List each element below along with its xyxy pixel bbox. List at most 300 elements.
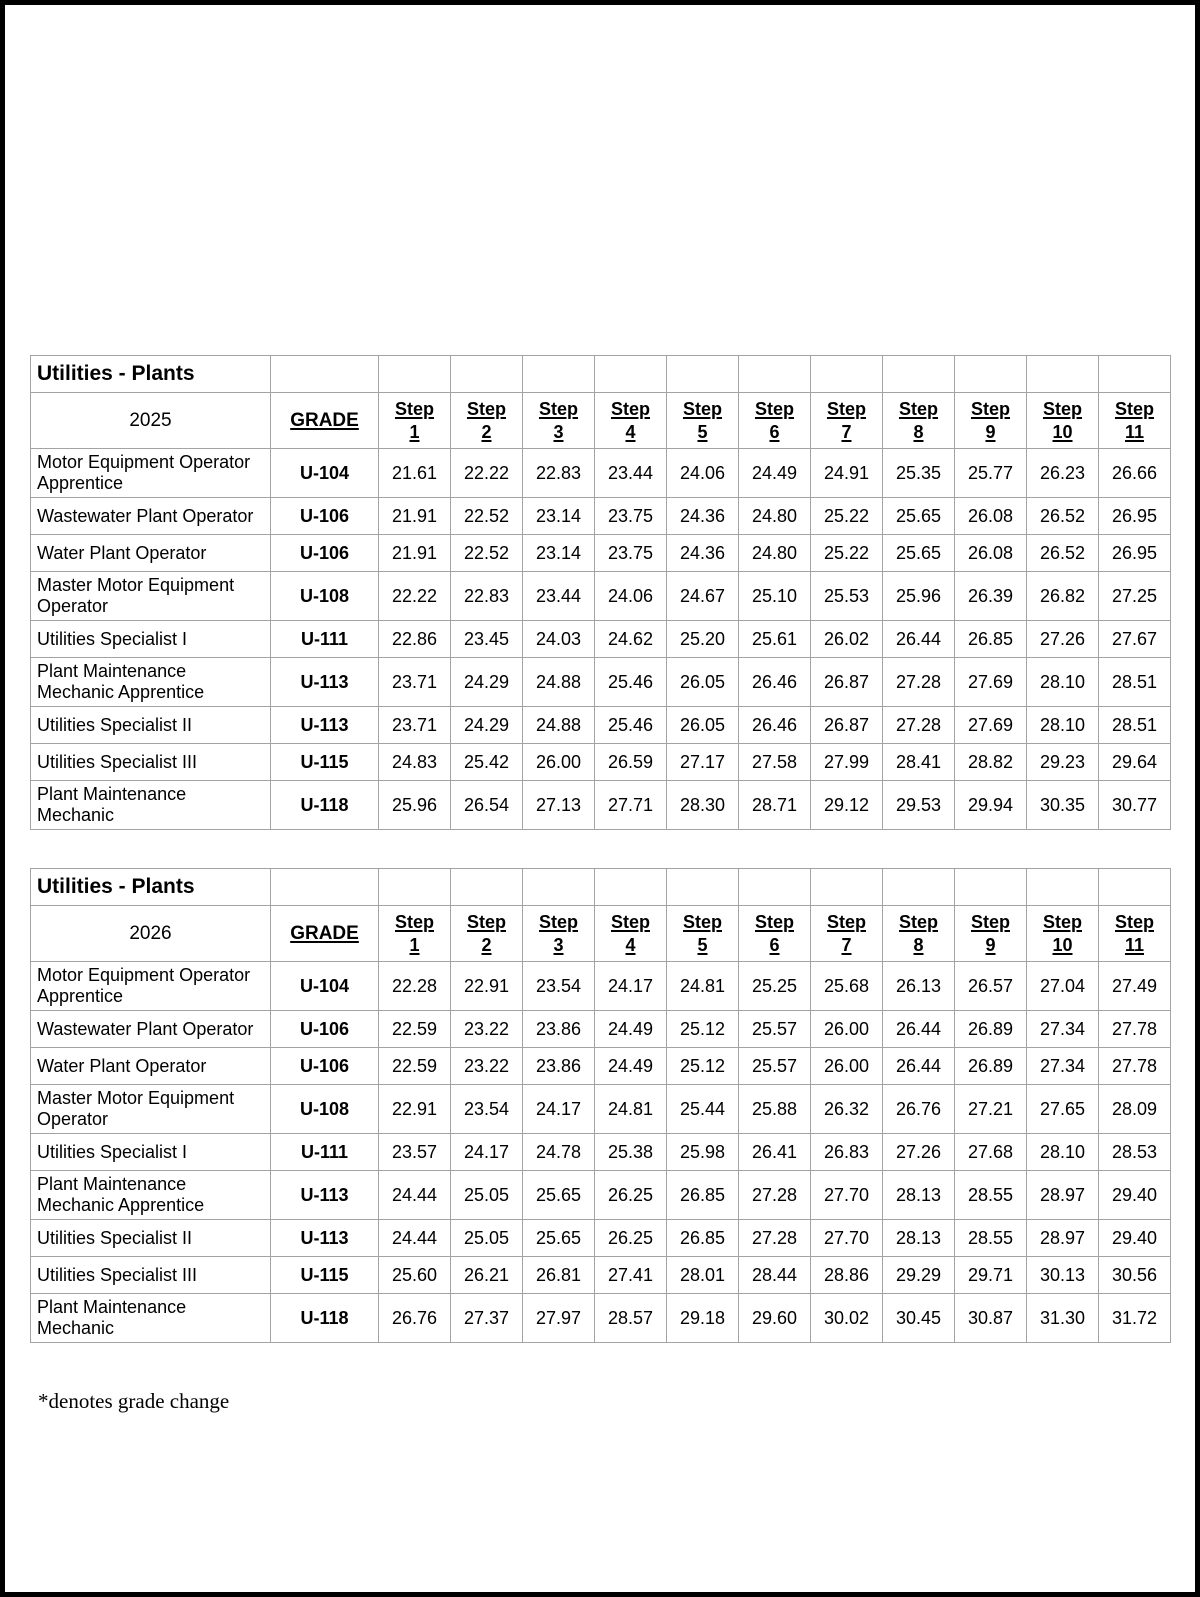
step-header-word: Step [394, 911, 434, 932]
step-value-cell: 27.99 [811, 744, 883, 781]
step-value-cell: 22.28 [379, 962, 451, 1011]
step-value-cell: 29.60 [739, 1294, 811, 1343]
step-value-cell: 25.77 [955, 449, 1027, 498]
empty-cell [739, 869, 811, 906]
pay-table-2025 [30, 355, 1171, 830]
table-header-row [31, 393, 1171, 449]
step-value-cell: 26.05 [667, 707, 739, 744]
pay-table-2026 [30, 868, 1171, 1343]
step-header-number: 5 [697, 934, 708, 955]
step-value-cell: 28.01 [667, 1257, 739, 1294]
step-value-cell: 24.91 [811, 449, 883, 498]
step-value-cell: 26.23 [1027, 449, 1099, 498]
step-header-word: Step [826, 398, 866, 419]
step-value-cell: 25.61 [739, 621, 811, 658]
empty-cell [667, 356, 739, 393]
step-value-cell: 24.80 [739, 498, 811, 535]
step-header-number: 10 [1052, 934, 1073, 955]
job-title-cell: Master Motor Equipment Operator [31, 572, 271, 621]
step-value-cell: 28.55 [955, 1220, 1027, 1257]
step-value-cell: 30.87 [955, 1294, 1027, 1343]
table-row [31, 1171, 1171, 1220]
step-value-cell: 24.80 [739, 535, 811, 572]
step-value-cell: 24.36 [667, 498, 739, 535]
step-value-cell: 28.57 [595, 1294, 667, 1343]
grade-cell: U-108 [271, 1085, 379, 1134]
grade-cell: U-111 [271, 621, 379, 658]
grade-cell: U-118 [271, 1294, 379, 1343]
step-value-cell: 26.13 [883, 962, 955, 1011]
step-value-cell: 23.86 [523, 1011, 595, 1048]
step-value-cell: 26.46 [739, 707, 811, 744]
step-value-cell: 30.56 [1099, 1257, 1171, 1294]
step-value-cell: 23.22 [451, 1011, 523, 1048]
step-value-cell: 27.70 [811, 1220, 883, 1257]
step-header-number: 11 [1124, 421, 1145, 442]
job-title-cell: Utilities Specialist II [31, 1220, 271, 1257]
step-header-number: 9 [985, 421, 996, 442]
page-content [5, 5, 1195, 1414]
step-value-cell: 23.22 [451, 1048, 523, 1085]
grade-cell: U-118 [271, 781, 379, 830]
step-value-cell: 24.06 [667, 449, 739, 498]
step-value-cell: 26.66 [1099, 449, 1171, 498]
step-header-word: Step [826, 911, 866, 932]
step-value-cell: 25.96 [883, 572, 955, 621]
step-value-cell: 27.97 [523, 1294, 595, 1343]
step-header-cell [379, 393, 451, 449]
step-value-cell: 28.51 [1099, 707, 1171, 744]
step-value-cell: 25.22 [811, 535, 883, 572]
step-value-cell: 27.28 [739, 1171, 811, 1220]
step-header-number: 1 [409, 934, 420, 955]
step-header-cell [955, 906, 1027, 962]
step-value-cell: 27.26 [883, 1134, 955, 1171]
step-value-cell: 24.17 [595, 962, 667, 1011]
empty-cell [955, 869, 1027, 906]
step-header-number: 3 [553, 421, 564, 442]
table-row [31, 1220, 1171, 1257]
empty-cell [1027, 356, 1099, 393]
step-header-number: 4 [625, 934, 636, 955]
grade-cell: U-111 [271, 1134, 379, 1171]
step-value-cell: 26.59 [595, 744, 667, 781]
step-value-cell: 28.13 [883, 1171, 955, 1220]
step-value-cell: 25.25 [739, 962, 811, 1011]
step-value-cell: 24.36 [667, 535, 739, 572]
step-value-cell: 26.25 [595, 1220, 667, 1257]
step-value-cell: 27.04 [1027, 962, 1099, 1011]
step-header-number: 2 [481, 934, 492, 955]
step-header-cell [1099, 393, 1171, 449]
step-value-cell: 27.25 [1099, 572, 1171, 621]
grade-header-label: GRADE [290, 409, 359, 431]
step-value-cell: 27.41 [595, 1257, 667, 1294]
step-value-cell: 25.35 [883, 449, 955, 498]
table-row [31, 962, 1171, 1011]
empty-cell [883, 869, 955, 906]
step-value-cell: 22.59 [379, 1011, 451, 1048]
empty-cell [271, 356, 379, 393]
step-value-cell: 27.28 [739, 1220, 811, 1257]
step-value-cell: 26.85 [667, 1220, 739, 1257]
job-title-cell: Wastewater Plant Operator [31, 498, 271, 535]
step-value-cell: 22.22 [379, 572, 451, 621]
step-value-cell: 27.69 [955, 658, 1027, 707]
job-title-cell: Utilities Specialist I [31, 1134, 271, 1171]
step-header-cell [523, 906, 595, 962]
table-row [31, 1048, 1171, 1085]
table-rows [31, 962, 1171, 1343]
step-value-cell: 23.45 [451, 621, 523, 658]
grade-cell: U-113 [271, 1220, 379, 1257]
step-value-cell: 25.05 [451, 1171, 523, 1220]
grade-cell: U-108 [271, 572, 379, 621]
grade-cell: U-113 [271, 658, 379, 707]
grade-cell: U-113 [271, 707, 379, 744]
step-header-cell [883, 906, 955, 962]
step-value-cell: 31.30 [1027, 1294, 1099, 1343]
step-value-cell: 25.96 [379, 781, 451, 830]
grade-cell: U-104 [271, 449, 379, 498]
step-header-number: 4 [625, 421, 636, 442]
step-value-cell: 27.37 [451, 1294, 523, 1343]
step-value-cell: 27.34 [1027, 1048, 1099, 1085]
step-value-cell: 26.00 [523, 744, 595, 781]
step-value-cell: 25.57 [739, 1011, 811, 1048]
step-header-word: Step [754, 911, 794, 932]
empty-cell [523, 869, 595, 906]
table-header-section [31, 356, 1171, 449]
step-value-cell: 26.83 [811, 1134, 883, 1171]
step-value-cell: 26.08 [955, 498, 1027, 535]
step-value-cell: 26.21 [451, 1257, 523, 1294]
step-value-cell: 26.39 [955, 572, 1027, 621]
step-value-cell: 26.76 [883, 1085, 955, 1134]
step-value-cell: 22.86 [379, 621, 451, 658]
empty-cell [379, 869, 451, 906]
step-value-cell: 29.71 [955, 1257, 1027, 1294]
empty-cell [379, 356, 451, 393]
year-label: 2025 [31, 393, 271, 449]
step-value-cell: 22.52 [451, 498, 523, 535]
step-value-cell: 27.17 [667, 744, 739, 781]
job-title-cell: Plant Maintenance Mechanic Apprentice [31, 658, 271, 707]
empty-cell [523, 356, 595, 393]
year-label: 2026 [31, 906, 271, 962]
table-title: Utilities - Plants [31, 869, 271, 906]
step-value-cell: 26.44 [883, 621, 955, 658]
empty-cell [739, 356, 811, 393]
empty-cell [811, 869, 883, 906]
step-header-number: 8 [913, 934, 924, 955]
step-header-number: 11 [1124, 934, 1145, 955]
step-value-cell: 31.72 [1099, 1294, 1171, 1343]
step-header-cell [595, 906, 667, 962]
step-value-cell: 27.78 [1099, 1011, 1171, 1048]
step-value-cell: 29.64 [1099, 744, 1171, 781]
step-value-cell: 22.91 [379, 1085, 451, 1134]
step-value-cell: 26.08 [955, 535, 1027, 572]
empty-cell [451, 356, 523, 393]
step-header-number: 8 [913, 421, 924, 442]
empty-cell [595, 356, 667, 393]
step-value-cell: 25.65 [523, 1220, 595, 1257]
step-value-cell: 25.10 [739, 572, 811, 621]
step-header-word: Step [466, 911, 506, 932]
step-header-cell [667, 906, 739, 962]
step-value-cell: 23.71 [379, 658, 451, 707]
step-header-word: Step [682, 398, 722, 419]
step-header-cell [739, 393, 811, 449]
grade-header [271, 906, 379, 962]
step-value-cell: 30.13 [1027, 1257, 1099, 1294]
empty-cell [1027, 869, 1099, 906]
empty-cell [667, 869, 739, 906]
step-value-cell: 24.62 [595, 621, 667, 658]
step-value-cell: 29.29 [883, 1257, 955, 1294]
grade-cell: U-106 [271, 535, 379, 572]
step-value-cell: 28.55 [955, 1171, 1027, 1220]
empty-cell [811, 356, 883, 393]
step-header-word: Step [1042, 398, 1082, 419]
step-value-cell: 24.83 [379, 744, 451, 781]
table-row [31, 658, 1171, 707]
step-value-cell: 26.89 [955, 1048, 1027, 1085]
step-value-cell: 24.49 [595, 1011, 667, 1048]
step-header-cell [811, 906, 883, 962]
step-value-cell: 27.49 [1099, 962, 1171, 1011]
step-header-word: Step [1042, 911, 1082, 932]
table-title-row [31, 869, 1171, 906]
step-value-cell: 24.81 [667, 962, 739, 1011]
step-header-number: 7 [841, 421, 852, 442]
step-value-cell: 25.46 [595, 707, 667, 744]
step-value-cell: 27.26 [1027, 621, 1099, 658]
step-header-word: Step [898, 398, 938, 419]
step-value-cell: 27.69 [955, 707, 1027, 744]
step-header-word: Step [754, 398, 794, 419]
step-value-cell: 24.49 [595, 1048, 667, 1085]
table-row [31, 572, 1171, 621]
step-value-cell: 30.77 [1099, 781, 1171, 830]
step-value-cell: 28.97 [1027, 1171, 1099, 1220]
step-value-cell: 26.89 [955, 1011, 1027, 1048]
step-value-cell: 28.51 [1099, 658, 1171, 707]
step-value-cell: 25.38 [595, 1134, 667, 1171]
step-value-cell: 24.44 [379, 1171, 451, 1220]
step-value-cell: 27.34 [1027, 1011, 1099, 1048]
step-value-cell: 26.95 [1099, 535, 1171, 572]
step-value-cell: 25.60 [379, 1257, 451, 1294]
step-value-cell: 28.71 [739, 781, 811, 830]
step-value-cell: 26.87 [811, 658, 883, 707]
step-header-word: Step [970, 398, 1010, 419]
step-value-cell: 25.12 [667, 1048, 739, 1085]
step-value-cell: 26.52 [1027, 498, 1099, 535]
step-value-cell: 26.00 [811, 1048, 883, 1085]
step-value-cell: 26.95 [1099, 498, 1171, 535]
table-row [31, 781, 1171, 830]
step-value-cell: 23.44 [595, 449, 667, 498]
grade-cell: U-104 [271, 962, 379, 1011]
step-value-cell: 28.30 [667, 781, 739, 830]
table-title: Utilities - Plants [31, 356, 271, 393]
job-title-cell: Utilities Specialist III [31, 744, 271, 781]
step-value-cell: 25.44 [667, 1085, 739, 1134]
step-value-cell: 22.59 [379, 1048, 451, 1085]
step-value-cell: 23.71 [379, 707, 451, 744]
step-value-cell: 23.14 [523, 535, 595, 572]
step-value-cell: 27.13 [523, 781, 595, 830]
step-header-number: 3 [553, 934, 564, 955]
grade-header-label: GRADE [290, 922, 359, 944]
step-value-cell: 29.53 [883, 781, 955, 830]
step-value-cell: 30.35 [1027, 781, 1099, 830]
step-value-cell: 26.44 [883, 1048, 955, 1085]
grade-cell: U-106 [271, 498, 379, 535]
step-value-cell: 27.58 [739, 744, 811, 781]
step-value-cell: 26.85 [667, 1171, 739, 1220]
empty-cell [1099, 869, 1171, 906]
step-value-cell: 24.17 [523, 1085, 595, 1134]
step-value-cell: 23.57 [379, 1134, 451, 1171]
step-value-cell: 27.65 [1027, 1085, 1099, 1134]
step-header-word: Step [538, 911, 578, 932]
step-header-number: 5 [697, 421, 708, 442]
empty-cell [595, 869, 667, 906]
step-header-word: Step [970, 911, 1010, 932]
step-header-cell [955, 393, 1027, 449]
table-title-row [31, 356, 1171, 393]
job-title-cell: Utilities Specialist III [31, 1257, 271, 1294]
step-header-word: Step [538, 398, 578, 419]
step-value-cell: 26.81 [523, 1257, 595, 1294]
step-value-cell: 28.13 [883, 1220, 955, 1257]
step-header-cell [451, 393, 523, 449]
step-header-word: Step [394, 398, 434, 419]
step-value-cell: 26.02 [811, 621, 883, 658]
job-title-cell: Utilities Specialist II [31, 707, 271, 744]
step-header-cell [1099, 906, 1171, 962]
step-value-cell: 24.44 [379, 1220, 451, 1257]
job-title-cell: Water Plant Operator [31, 535, 271, 572]
step-value-cell: 26.82 [1027, 572, 1099, 621]
empty-cell [451, 869, 523, 906]
table-row [31, 744, 1171, 781]
step-value-cell: 26.46 [739, 658, 811, 707]
step-value-cell: 26.44 [883, 1011, 955, 1048]
step-value-cell: 21.91 [379, 535, 451, 572]
step-value-cell: 24.67 [667, 572, 739, 621]
step-header-cell [451, 906, 523, 962]
table-row [31, 1011, 1171, 1048]
step-value-cell: 21.61 [379, 449, 451, 498]
step-value-cell: 28.82 [955, 744, 1027, 781]
step-header-cell [1027, 393, 1099, 449]
step-value-cell: 29.94 [955, 781, 1027, 830]
step-value-cell: 25.65 [523, 1171, 595, 1220]
step-value-cell: 24.17 [451, 1134, 523, 1171]
step-value-cell: 25.12 [667, 1011, 739, 1048]
table-header-row [31, 906, 1171, 962]
step-header-number: 1 [409, 421, 420, 442]
table-row [31, 535, 1171, 572]
step-header-word: Step [466, 398, 506, 419]
step-value-cell: 27.68 [955, 1134, 1027, 1171]
step-header-cell [883, 393, 955, 449]
step-value-cell: 30.02 [811, 1294, 883, 1343]
grade-cell: U-113 [271, 1171, 379, 1220]
step-value-cell: 28.10 [1027, 658, 1099, 707]
job-title-cell: Plant Maintenance Mechanic [31, 1294, 271, 1343]
step-header-word: Step [898, 911, 938, 932]
step-header-cell [739, 906, 811, 962]
step-value-cell: 25.98 [667, 1134, 739, 1171]
step-value-cell: 27.67 [1099, 621, 1171, 658]
table-row [31, 1257, 1171, 1294]
step-header-number: 10 [1052, 421, 1073, 442]
step-value-cell: 23.44 [523, 572, 595, 621]
step-header-word: Step [610, 398, 650, 419]
step-value-cell: 23.86 [523, 1048, 595, 1085]
step-value-cell: 29.40 [1099, 1171, 1171, 1220]
table-row [31, 1085, 1171, 1134]
step-value-cell: 25.53 [811, 572, 883, 621]
table-row [31, 1134, 1171, 1171]
step-value-cell: 25.88 [739, 1085, 811, 1134]
grade-cell: U-115 [271, 744, 379, 781]
step-value-cell: 25.20 [667, 621, 739, 658]
step-value-cell: 26.52 [1027, 535, 1099, 572]
step-value-cell: 28.53 [1099, 1134, 1171, 1171]
step-header-cell [667, 393, 739, 449]
step-value-cell: 24.49 [739, 449, 811, 498]
step-value-cell: 25.68 [811, 962, 883, 1011]
step-header-cell [1027, 906, 1099, 962]
step-value-cell: 23.14 [523, 498, 595, 535]
step-value-cell: 27.78 [1099, 1048, 1171, 1085]
step-value-cell: 26.00 [811, 1011, 883, 1048]
step-value-cell: 29.12 [811, 781, 883, 830]
step-value-cell: 30.45 [883, 1294, 955, 1343]
step-value-cell: 25.65 [883, 535, 955, 572]
step-value-cell: 26.25 [595, 1171, 667, 1220]
step-header-cell [811, 393, 883, 449]
step-value-cell: 26.05 [667, 658, 739, 707]
step-value-cell: 28.44 [739, 1257, 811, 1294]
table-row [31, 1294, 1171, 1343]
step-value-cell: 23.54 [451, 1085, 523, 1134]
step-value-cell: 22.22 [451, 449, 523, 498]
step-header-word: Step [1114, 911, 1154, 932]
grade-header [271, 393, 379, 449]
step-value-cell: 28.41 [883, 744, 955, 781]
step-value-cell: 27.28 [883, 658, 955, 707]
job-title-cell: Motor Equipment Operator Apprentice [31, 962, 271, 1011]
step-value-cell: 22.83 [451, 572, 523, 621]
step-value-cell: 23.75 [595, 498, 667, 535]
footnote: *denotes grade change [38, 1389, 230, 1413]
step-value-cell: 26.87 [811, 707, 883, 744]
step-value-cell: 26.32 [811, 1085, 883, 1134]
empty-cell [1099, 356, 1171, 393]
step-value-cell: 23.75 [595, 535, 667, 572]
step-value-cell: 24.88 [523, 658, 595, 707]
step-value-cell: 24.29 [451, 658, 523, 707]
step-header-cell [595, 393, 667, 449]
step-value-cell: 26.54 [451, 781, 523, 830]
